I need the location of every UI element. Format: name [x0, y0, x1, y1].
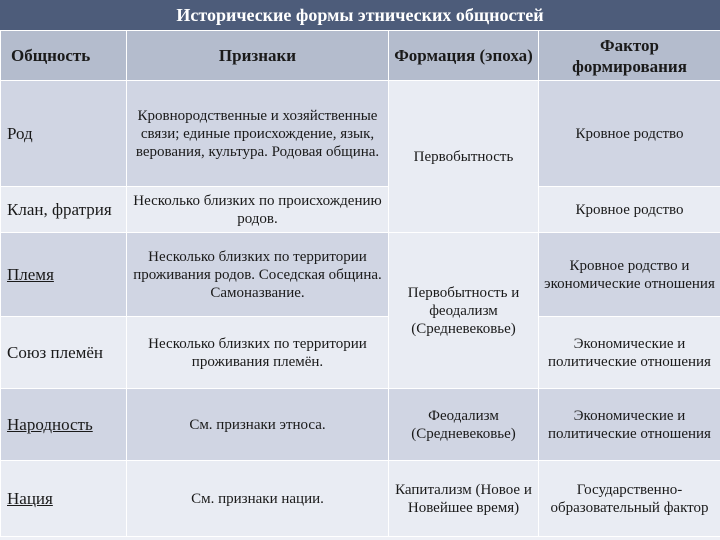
community-cell: Народность — [1, 389, 127, 461]
table-row — [1, 233, 720, 317]
formation-cell: Первобытность — [389, 81, 539, 233]
formation-cell: Первобытность и феодализм (Средневековье) — [389, 233, 539, 389]
factor-cell: Кровное родство и экономические отношения — [539, 233, 720, 317]
table-row — [1, 317, 720, 389]
formation-cell: Капитализм (Новое и Новейшее время) — [389, 461, 539, 537]
features-cell: Несколько близких по территории проживания родов. Соседская община. Самоназвание. — [127, 233, 389, 317]
features-cell: См. признаки этноса. — [127, 389, 389, 461]
header-formation: Формация (эпоха) — [389, 31, 539, 81]
community-cell: Союз племён — [1, 317, 127, 389]
table-row — [1, 389, 720, 461]
ethnic-communities-table — [0, 30, 720, 537]
header-community: Общность — [1, 31, 127, 81]
features-cell: Несколько близких по территории проживания племён. — [127, 317, 389, 389]
features-cell: См. признаки нации. — [127, 461, 389, 537]
community-cell: Клан, фратрия — [1, 187, 127, 233]
factor-cell: Кровное родство — [539, 187, 720, 233]
features-cell: Кровнородственные и хозяйственные связи; единые происхождение, язык, верования, культура. Родовая община. — [127, 81, 389, 187]
header-features: Признаки — [127, 31, 389, 81]
features-cell: Несколько близких по происхождению родов. — [127, 187, 389, 233]
factor-cell: Кровное родство — [539, 81, 720, 187]
factor-cell: Государственно-образовательный фактор — [539, 461, 720, 537]
table-title: Исторические формы этнических общностей — [0, 0, 720, 30]
community-cell: Род — [1, 81, 127, 187]
formation-cell: Феодализм (Средневековье) — [389, 389, 539, 461]
community-cell: Племя — [1, 233, 127, 317]
header-factor: Фактор формирования — [539, 31, 720, 81]
factor-cell: Экономические и политические отношения — [539, 317, 720, 389]
table-row — [1, 187, 720, 233]
factor-cell: Экономические и политические отношения — [539, 389, 720, 461]
table-row — [1, 461, 720, 537]
community-cell: Нация — [1, 461, 127, 537]
table-row — [1, 81, 720, 187]
table-header-row — [1, 31, 720, 81]
